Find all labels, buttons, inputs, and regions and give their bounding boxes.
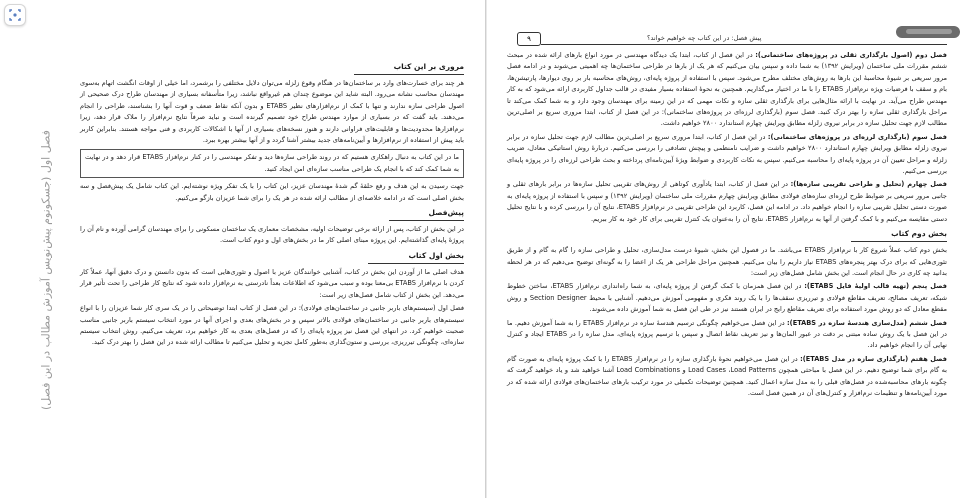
chapter-text: در این فصل می‌خواهیم چگونگی ترسیم هندسهٔ سازه در نرم‌افزار ETABS را به شما آموزش دهیم. ما در این فصل با یک روش ساده مبتنی بر دقت در عبور المان‌ها و نیز تعریف نقاط اتصال و سپس با ترسیم پروژه پایه‌ای، مدل سازه را در ETABS ایجاد و کنترل نهایی آن را انجام خواهیم داد.: [507, 318, 947, 350]
chapter-summary: [507, 179, 947, 225]
left-text-column: [80, 58, 464, 351]
chapter-lead: فصل سوم (بارگذاری لرزه‌ای در پروژه‌های ساختمانی):: [767, 132, 947, 141]
header-title: پیش فصل: در این کتاب چه خواهیم خواند؟: [647, 34, 762, 42]
chapter-text: در این فصل همزمان با کمک گرفتن از پروژه پایه‌ای، به شما راه‌اندازی نرم‌افزار ETABS، ساختن خطوط شبکه، تعریف مصالح، تعریف مقاطع فولادی و تیرریزی سقف‌ها را با یک روند فکری و مفهومی آموزش می‌دهیم. آشنایی با محیط Section Designer و روش مقطع معادل که دو روش مورد استفاده برای تعریف مقاطع رایج در ایران هستند نیز در طی این فصل به شما آموزش داده می‌شوند.: [507, 282, 947, 314]
chapter-text: در این فصل می‌خواهیم نحوهٔ بارگذاری سازه را در نرم‌افزار ETABS را با کمک پروژه پایه‌ای به صورت گام به گام برای شما توضیح دهیم. در این فصل با مباحثی همچون Load Cases ،Load Patterns و Load Combinations آشنا خواهید شد و یاد خواهید گرفت که چگونه بارهای محاسبه‌شده در فصل‌های قبلی را به مدل سازه اعمال کنید. همچنین توضیحات تکمیلی در مورد ترکیب بارهای ساختمان‌های فولادی ارائه شده که در مورد آیین‌نامه‌ها و تنظیمات نرم‌افزار و کنترل‌های آن در همین فصل است.: [507, 354, 948, 397]
chapter-summary: [507, 132, 947, 178]
chapter-text: در این فصل از کتاب، ابتدا یادآوری کوتاهی از روش‌های تقریبی تحلیل سازه‌ها در برابر بارهای ثقلی و جانبی مرور سریعی بر ضوابط طرح لرزه‌ای سازه‌های فولادی مطابق ویرایش چهارم مقررات ملی ساختمان (ویرایش ۱۳۹۲) و سپس با استفاده از پروژه پایه‌ای به صورت دستی تحلیل تقریبی سازه را انجام خواهیم داد. در ادامه این فصل، کاربرد این طراحی تقریبی در نرم‌افزار ETABS، نتایج آن را بررسی کرده و با نتایج تحلیل دستی مقایسه می‌کنیم و با کمک گرفتن از آنها به نرم‌افزار ETABS، نتایج آن را به‌عنوان یک کنترل تقریبی برای کار خود به کار ببریم.: [507, 180, 948, 223]
chapter-text: در این فصل از کتاب، ابتدا یک دیدگاه مهندسی در مورد انواع بارهای ارائه شده در مبحث ششم مقررات ملی ساختمان (ویرایش ۱۳۹۲) به شما داده و سپس بیان می‌کنیم که هر یک از بارها در طراحی ساختمان‌ها چه اهمیتی می‌شوند و در ادامه فصل مرور سریعی بر شیوهٔ محاسبهٔ این بارها به روش‌های مختلف مطرح می‌شود. سپس با استفاده از پروژه پایه‌ای، روش‌های محاسبه بار بر روی دیوارها، پارتیشن‌ها، بام و سقف با فرضیات ویژه نرم‌افزار ETABS را با ما در اختیار می‌گذاریم. همچنین به نحوهٔ استفاده بسیار مفیدی در قالب جداول کاربردی ارائه می‌شود که به کار مهندس طراح می‌آید. در نهایت با ارائه مثال‌هایی برای بارگذاری ثقلی سازه و نکات مهمی که در این زمینه برای مهندسان وجود دارد و به شما کمک می‌کند تا مراحل بارگذاری ثقلی سازه را بهتر درک کنید. فصل سوم (بارگذاری لرزه‌ای در پروژه‌های ساختمانی): در این فصل از کتاب، ابتدا مروری سریع بر اصلی‌ترین مطالب لازم جهت تحلیل سازه در برابر نیروی زلزله مطابق ویرایش چهارم استاندارد ۲۸۰۰ خواهیم داشت.: [507, 51, 947, 128]
body-paragraph: هر چند برای خسارت‌های وارد بر ساختمان‌ها در هنگام وقوع زلزله می‌توان دلایل مختلفی را برشمرد، اما خیلی از اوقات انگشت اتهام به‌سوی مهندسان محاسب نشانه می‌رود. البته شاید این موضوع چندان هم غیرواقع نباشد، زیرا متأسفانه بسیاری از مهندسان طراح درک صحیحی از اصول طراحی سازه ندارند و تنها با کمک از نرم‌افزارهای نظیر ETABS و بدون آنکه نقاط ضعف و قوت آنها را بشناسند، طراحی را انجام می‌دهند. باید گفت که در بسیاری از موارد مهندس طراح خود تصمیم گیرنده است و نباید صرفاً نتایج نرم‌افزار را ملاک قرار دهد، زیرا نرم‌افزارها محدودیت‌ها و قابلیت‌های فراوانی دارند و هنوز نسخه‌های بسیاری از آنها با اشکالات کاربردی و فنی مواجه هستند. بنابراین کاربر باید پیش از استفاده از نرم‌افزارها و آیین‌نامه‌های جدید بیشتر آشنا گردد و از آنها بیشتر بهره ببرد.: [80, 79, 464, 145]
body-paragraph: در این بخش از کتاب، پس از ارائه برخی توضیحات اولیه، مشخصات معماری یک ساختمان مسکونی را برای مهندسان گرامی آورده و نام آن را پروژهٔ پایه‌ای گذاشته‌ایم. این پروژه مبنای اصلی کار ما در بخش‌های اول و دوم کتاب است.: [80, 225, 464, 245]
vertical-chapter-title: فصل اول (جسکونوم پیش‌نویس آموزش مطالب در این فصل): [39, 130, 53, 410]
body-paragraph: بخش دوم کتاب عملاً شروع کار با نرم‌افزار ETABS می‌باشد. ما در فصول این بخش، شیوهٔ درست مدل‌سازی، تحلیل و طراحی سازه را گام به گام و از طریق تئوری‌هایی که برای درک بهتر پنجره‌های ETABS نیاز داریم را بیان می‌کنیم. همچنین مراحل طراحی هر یک از اعضا را به گونه‌ای توضیح می‌دهیم که در هر لحظه بدانید چه کاری در حال انجام است. این بخش شامل فصل‌های زیر است:: [507, 246, 948, 277]
left-page: [0, 0, 486, 498]
chapter-text: در این فصل از کتاب، ابتدا مروری سریع بر اصلی‌ترین مطالب لازم جهت تحلیل سازه در برابر نیروی زلزله مطابق ویرایش چهارم استاندارد ۲۸۰۰ خواهیم داشت و ضرایب نامنظمی و پیچش تصادفی را بررسی می‌کنیم. دربارهٔ روش استاتیکی معادل، ضریب زلزله و مراحل تعیین آن در پروژه پایه‌ای را محاسبه می‌کنیم. سپس به نکات کاربردی و ضوابط ویژهٔ آیین‌نامه‌ای پرداخته و بحث طراحی لرزه‌ای را در پروژه پایه‌ای بررسی می‌کنیم.: [507, 132, 947, 176]
body-paragraph: هدف اصلی ما از آوردن این بخش در کتاب، آشنایی خوانندگان عزیز با اصول و تئوری‌هایی است که بدون دانستن و درک دقیق آنها، عملاً کار کردن با نرم‌افزار ETABS بی‌معنا بوده و سبب می‌شود که اطلاعات بعداً نادرستی به نرم‌افزار داده شود که نتایج کار طراحی را تحت تأثیر قرار می‌دهد. این بخش از کتاب شامل فصل‌های زیر است:: [80, 267, 464, 299]
chapter-lead: فصل هفتم (بارگذاری سازه در مدل ETABS):: [800, 354, 947, 363]
highlight-box: [80, 149, 464, 178]
chapter-lead: فصل ششم (مدل‌سازی هندسهٔ سازه در ETABS):: [787, 318, 947, 327]
page-number: ۹: [517, 32, 541, 46]
section-heading: مروری بر این کتاب: [354, 60, 464, 75]
header-rule: [541, 44, 947, 45]
reading-mode-icon: [8, 8, 22, 22]
chapter-lead: فصل پنجم (تهیه قالب اولیهٔ فایل ETABS):: [804, 282, 947, 291]
section-heading: بخش اول کتاب: [368, 249, 464, 264]
chapter-summary: [507, 281, 947, 315]
running-header: [517, 34, 947, 46]
section-heading: پیش‌فصل: [389, 206, 464, 221]
right-text-column: [507, 50, 947, 401]
body-paragraph: جهت رسیدن به این هدف و رفع حلقهٔ گم شدهٔ مهندسان عزیز، این کتاب را با یک تفکر ویژه نوشته‌ایم. این کتاب شامل یک پیش‌فصل و سه بخش اصلی است که در ادامه خلاصه‌ای از مطالب ارائه شده در هر یک را برای شما عزیزان بازگو می‌کنیم.: [80, 182, 464, 202]
highlight-text: ما در این کتاب به دنبال راهکاری هستیم که در روند طراحی سازه‌ها دید و تفکر مهندسی را در کنار نرم‌افزار ETABS قرار دهد و در نهایت به شما کمک کند که با انجام یک طراحی مناسب سازه‌ای امن ایجاد کنید.: [85, 153, 459, 173]
chapter-summary: [507, 50, 947, 130]
chapter-summary: [507, 354, 947, 400]
chapter-summary: [507, 318, 947, 352]
chapter-lead: فصل دوم (اصول بارگذاری ثقلی در پروژه‌های ساختمانی):: [755, 51, 947, 59]
chapter-lead: فصل چهارم (تحلیل و طراحی تقریبی سازه‌ها):: [790, 180, 947, 189]
body-paragraph: فصل اول (سیستم‌های باربر جانبی در ساختمان‌های فولادی): در این فصل از کتاب ابتدا توضیحاتی را در یک سری کار شما عزیزان را با انواع سیستم‌های باربر جانبی در ساختمان‌های فولادی بالاتر سپس و در بخش‌های بعدی و اجرای آنها در مورد انتخاب سیستم باربر جانبی مناسب صحبت خواهیم کرد. در انتهای این فصل نیز پروژه پایه‌ای را که در فصل‌های بعدی به کار خواهیم برد، تعریف می‌کنیم. روش انتخاب سیستم سازه‌ای، چگونگی تیرریزی، بررسی و ستون‌گذاری به‌طور کامل تجزیه و تحلیل می‌کنیم تا مطالب ارائه شده در این فصل را بهتر درک کنید.: [80, 304, 464, 347]
right-page: [487, 0, 976, 498]
section-heading: بخش دوم کتاب: [851, 227, 947, 242]
page-navigation-button[interactable]: [4, 4, 26, 26]
